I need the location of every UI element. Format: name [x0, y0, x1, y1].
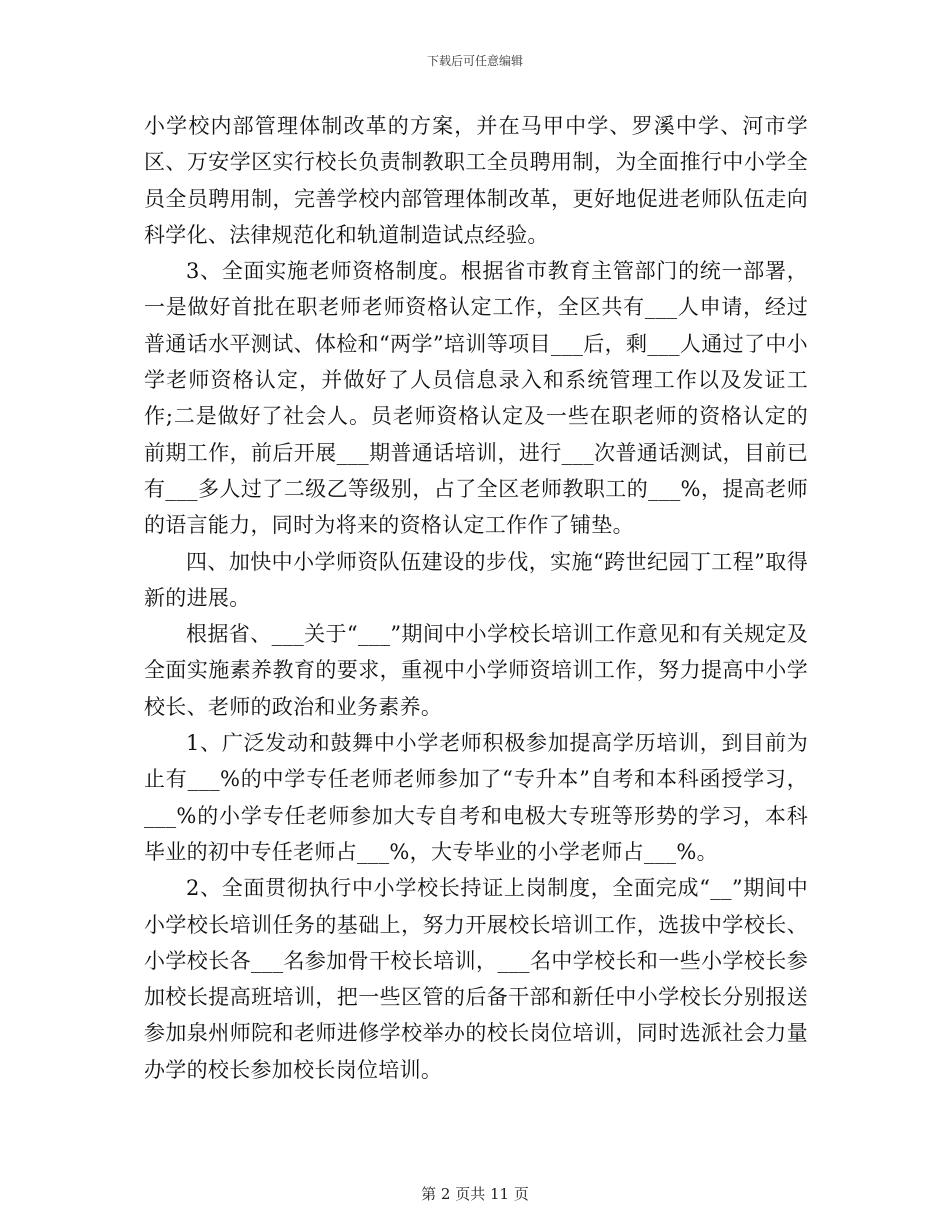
paragraph-training-policy: 根据省、___关于“___”期间中小学校长培训工作意见和有关规定及全面实施素养教育的要求，重视中小学师资培训工作，努力提高中小学校长、老师的政治和业务素养。	[144, 622, 808, 719]
page-header: 下载后可任意编辑	[426, 54, 523, 68]
page-number-footer: 第 2 页共 11 页	[421, 1185, 529, 1203]
paragraph-principal-certification: 2、全面贯彻执行中小学校长持证上岗制度，全面完成“__”期间中小学校长培训任务的基础上，努力开展校长培训工作，选拔中学校长、小学校长各___名参加骨干校长培训，___名中学校长和一些小学校长参加校长提高班培训，把一些区管的后备干部和新任中小学校长分别报送参加泉州师院和老师进修学校举办的校长岗位培训，同时选派社会力量办学的校长参加校长岗位培训。	[144, 876, 808, 1082]
paragraph-teacher-qualification: 3、全面实施老师资格制度。根据省市教育主管部门的统一部署，一是做好首批在职老师老师资格认定工作，全区共有___人申请，经过普通话水平测试、体检和“两学”培训等项目___后，剩___人通过了中小学老师资格认定，并做好了人员信息录入和系统管理工作以及发证工作;二是做好了社会人。员老师资格认定及一些在职老师的资格认定的前期工作，前后开展___期普通话培训，进行___次普通话测试，目前已有___多人过了二级乙等级别，占了全区老师教职工的___%，提高老师的语言能力，同时为将来的资格认定工作作了铺垫。	[144, 259, 808, 538]
paragraph-continuation: 小学校内部管理体制改革的方案，并在马甲中学、罗溪中学、河市学区、万安学区实行校长负责制教职工全员聘用制，为全面推行中小学全员全员聘用制，完善学校内部管理体制改革，更好地促进老师队伍走向科学化、法律规范化和轨道制造试点经验。	[144, 114, 808, 247]
paragraph-degree-training: 1、广泛发动和鼓舞中小学老师积极参加提高学历培训，到目前为止有___%的中学专任老师老师参加了“专升本”自考和本科函授学习，___%的小学专任老师参加大专自考和电极大专班等形势的学习，本科毕业的初中专任老师占___%，大专毕业的小学老师占___%。	[144, 731, 808, 864]
document-body	[144, 108, 808, 1088]
section-heading-four: 四、加快中小学师资队伍建设的步伐，实施“跨世纪园丁工程”取得新的进展。	[144, 549, 808, 610]
